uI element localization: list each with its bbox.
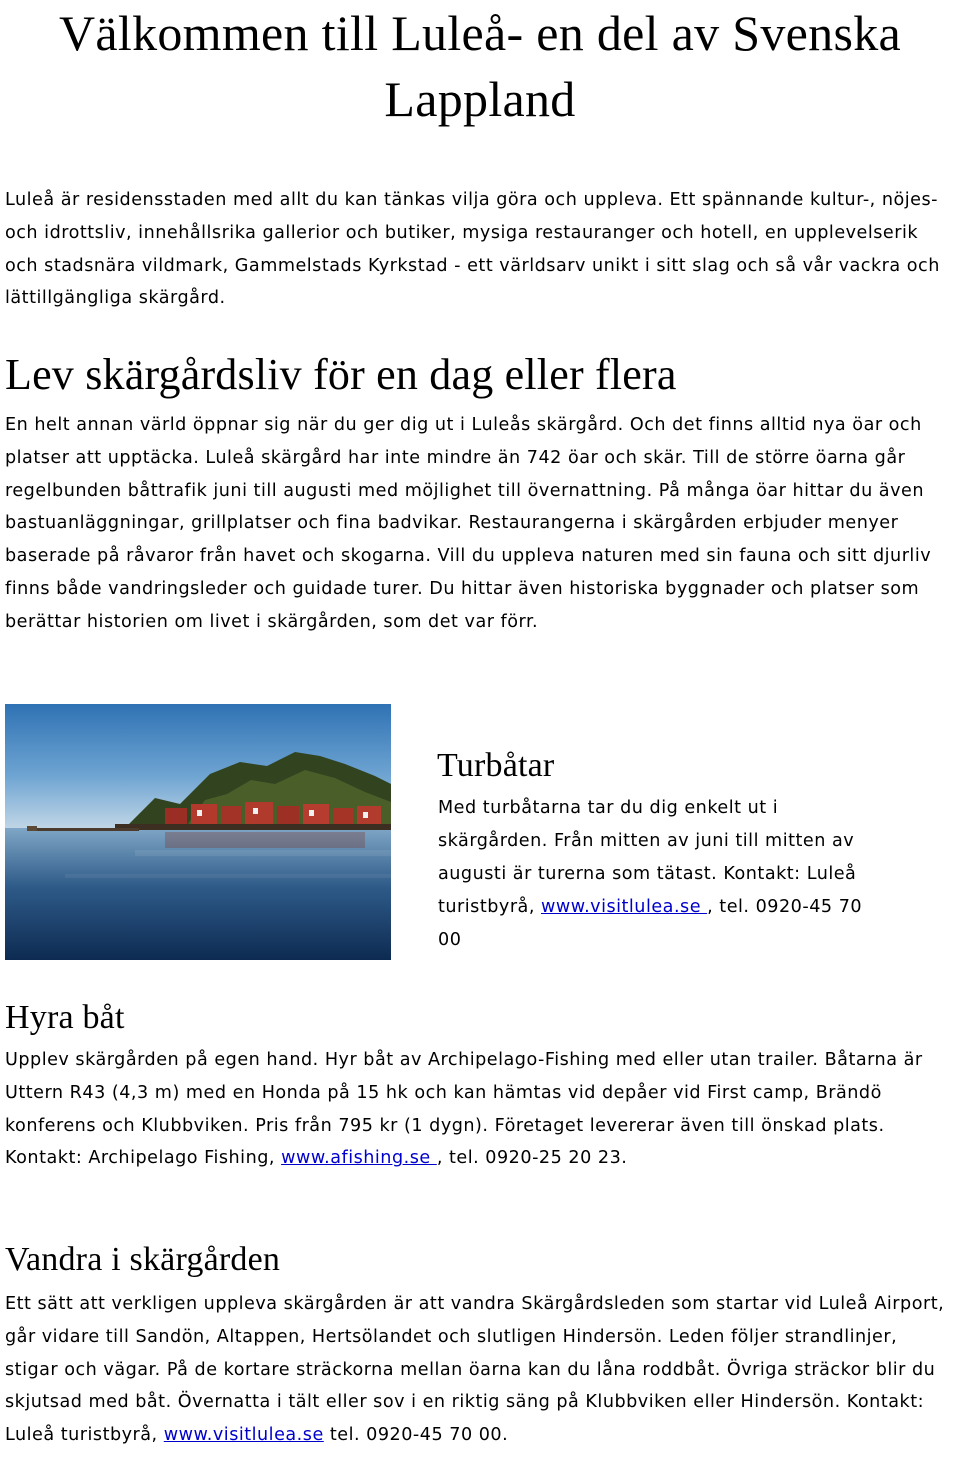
- vandra-paragraph: [5, 1288, 955, 1452]
- vandra-heading: Vandra i skärgården: [5, 1241, 281, 1278]
- visitlulea-link-2[interactable]: www.visitlulea.se: [163, 1425, 324, 1446]
- vandra-text-before: Ett sätt att verkligen uppleva skärgården är att vandra Skärgårdsleden som startar vid Luleå Airport, går vidare till Sandön, Altappen, Hertsölandet och slutligen Hindersön. Leden följer strandlinjer, stigar och vägar. På de kortare sträckorna mellan öarna kan du låna roddbåt. Övriga sträckor blir du skjutsad med båt. Övernatta i tält eller sov i en riktig säng på Klubbviken eller Hindersön. Kontakt: Luleå turistbyrå,: [5, 1294, 945, 1446]
- vandra-text-after: tel. 0920-45 70 00.: [323, 1425, 509, 1446]
- afishing-link[interactable]: www.afishing.se: [281, 1148, 437, 1169]
- intro-paragraph: Luleå är residensstaden med allt du kan tänkas vilja göra och uppleva. Ett spännande kultur-, nöjes- och idrottsliv, innehållsrika gallerior och butiker, mysiga restauranger och hotell, en upplevelserik och stadsnära vildmark, Gammelstads Kyrkstad - ett världsarv unikt i sitt slag och så vår vackra och lättillgängliga skärgård.: [5, 190, 940, 309]
- turbatar-heading: Turbåtar: [437, 747, 555, 784]
- lev-paragraph: En helt annan värld öppnar sig när du ger dig ut i Luleås skärgård. Och det finns alltid nya öar och platser att upptäcka. Luleå skärgård har inte mindre än 742 öar och skär. Till de större öarna går regelbunden båttrafik juni till augusti med möjlighet till övernattning. På många öar hittar du även bastuanläggningar, grillplatser och fina badvikar. Restaurangerna i skärgården erbjuder menyer baserade på råvaror från havet och skogarna. Vill du uppleva naturen med sin fauna och sitt djurliv finns både vandringsleder och guidade turer. Du hittar även historiska byggnader och platser som berättar historien om livet i skärgården, som det var förr.: [5, 415, 932, 632]
- lev-heading: Lev skärgårdsliv för en dag eller flera: [5, 350, 677, 399]
- turbatar-text-before: Med turbåtarna tar du dig enkelt ut i skärgården. Från mitten av juni till mitten av augusti är turerna som tätast. Kontakt: Luleå turistbyrå,: [438, 798, 857, 917]
- visitlulea-link[interactable]: www.visitlulea.se: [541, 897, 708, 917]
- hyra-text-before: Upplev skärgården på egen hand. Hyr båt av Archipelago-Fishing med eller utan trailer. Båtarna är Uttern R43 (4,3 m) med en Honda på 15 hk och kan hämtas vid depåer vid First camp, Brändö konferens och Klubbviken. Pris från 795 kr (1 dygn). Företaget levererar även till önskad plats. Kontakt: Archipelago Fishing,: [5, 1050, 923, 1169]
- hyra-paragraph: [5, 1044, 955, 1175]
- archipelago-photo: [5, 704, 391, 960]
- page-title: Välkommen till Luleå- en del av Svenska Lappland: [58, 5, 902, 127]
- hyra-heading: Hyra båt: [5, 999, 125, 1036]
- turbatar-paragraph: [438, 792, 868, 957]
- hyra-text-after: , tel. 0920-25 20 23.: [436, 1148, 628, 1169]
- turbatar-text-after: , tel. 0920-45 70 00: [438, 897, 863, 950]
